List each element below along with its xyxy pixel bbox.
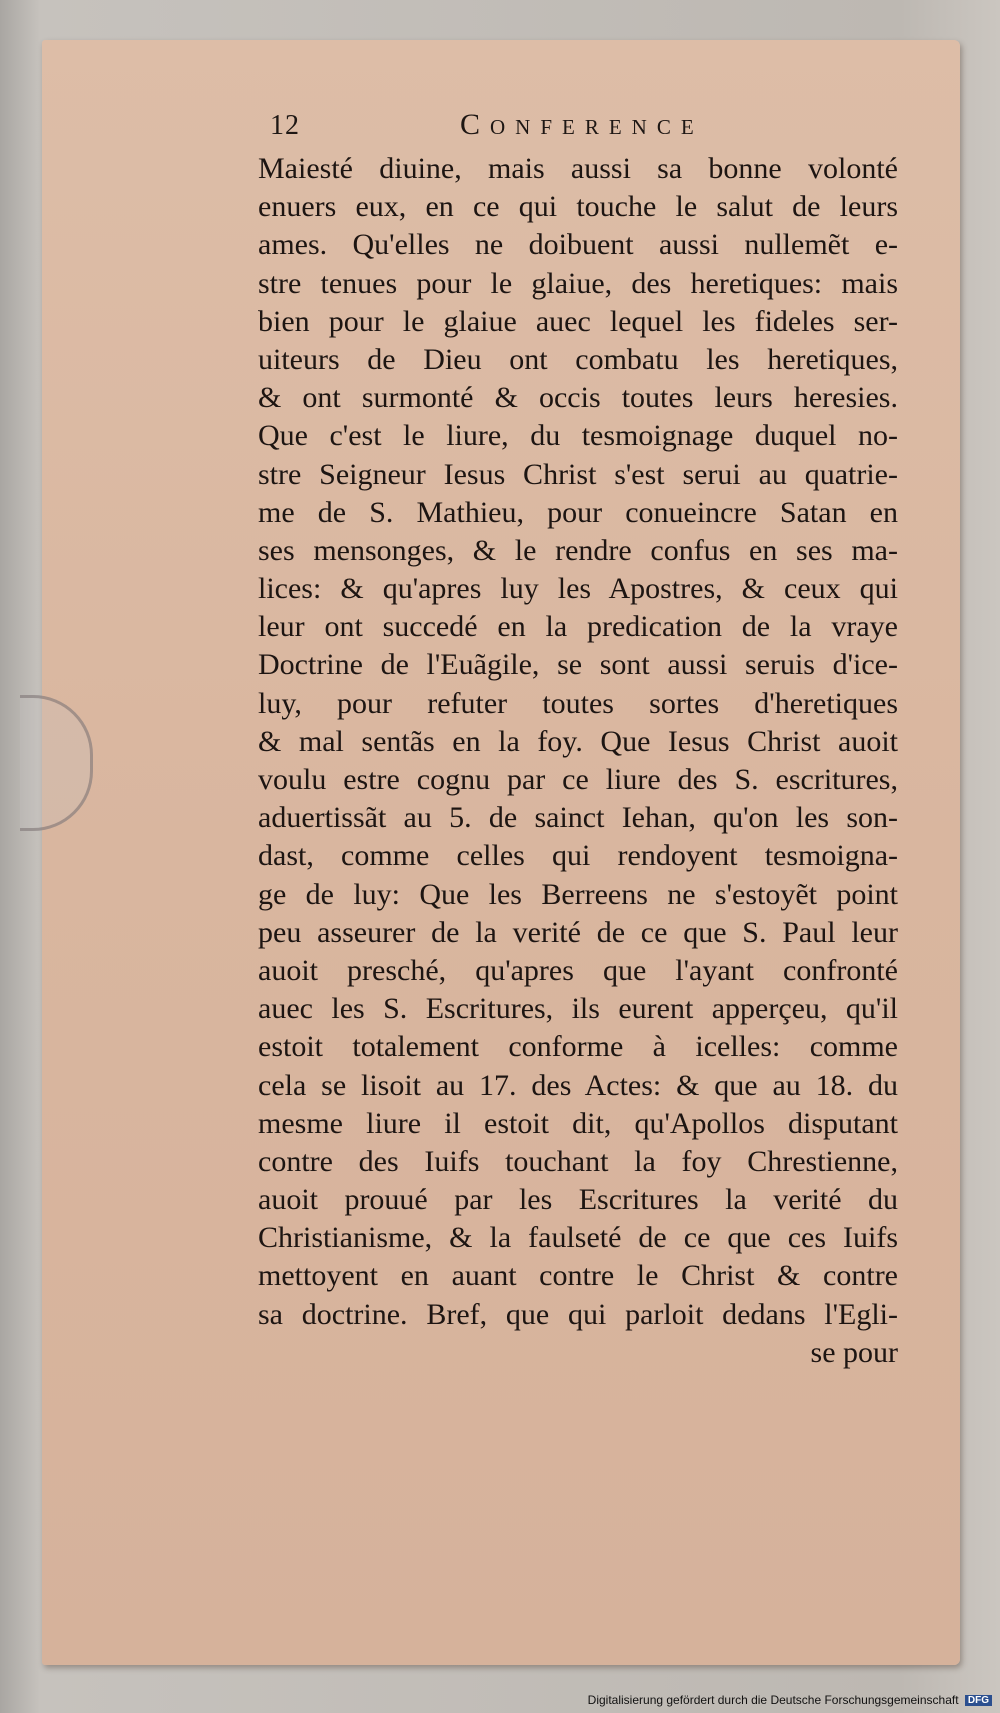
text-line: estoit totalement conforme à icelles: comme [258,1030,898,1064]
text-line: auoit presché, qu'apres que l'ayant confronté [258,953,898,987]
page-header [270,108,790,148]
text-line: me de S. Mathieu, pour conueincre Satan en [258,495,898,529]
text-line: Christianisme, & la faulseté de ce que ces Iuifs [258,1221,898,1255]
text-line: Que c'est le liure, du tesmoignage duquel no- [258,419,898,453]
text-line: aduertissãt au 5. de sainct Iehan, qu'on les son- [258,801,898,835]
text-line: auec les S. Escritures, ils eurent apperçeu, qu'il [258,992,898,1026]
body-text [258,150,898,1372]
text-line: voulu estre cognu par ce liure des S. escritures, [258,763,898,796]
text-line: stre Seigneur Iesus Christ s'est serui au quatrie- [258,457,898,491]
text-line: ge de luy: Que les Berreens ne s'estoyẽt point [258,877,898,911]
digitization-credit [588,1693,992,1707]
text-line: Maiesté diuine, mais aussi sa bonne volonté [258,152,898,185]
credit-text: Digitalisierung gefördert durch die Deutsche Forschungsgemeinschaft [587,1693,959,1707]
text-line: luy, pour refuter toutes sortes d'heretiques [258,686,898,720]
text-line: uiteurs de Dieu ont combatu les heretiques, [258,342,898,376]
text-line: contre des Iuifs touchant la foy Chrestienne, [258,1144,898,1178]
dfg-logo: DFG [965,1695,992,1706]
page-number: 12 [270,110,300,141]
text-line: leur ont succedé en la predication de la vraye [258,610,898,644]
text-line: & mal sentãs en la foy. Que Iesus Christ auoit [258,724,898,758]
text-line: stre tenues pour le glaiue, des heretiques: mais [258,266,898,300]
text-line: mesme liure il estoit dit, qu'Apollos disputant [258,1106,898,1140]
text-line: dast, comme celles qui rendoyent tesmoigna- [258,839,898,873]
text-line: sa doctrine. Bref, que qui parloit dedans l'Egli- [258,1297,898,1331]
catchword: se pour [810,1335,898,1369]
running-title: Conference [460,108,704,141]
text-line: bien pour le glaiue auec lequel les fideles ser- [258,304,898,338]
text-line: ses mensonges, & le rendre confus en ses ma- [258,533,898,567]
text-line: ames. Qu'elles ne doibuent aussi nullemẽt e- [258,228,898,262]
text-line: enuers eux, en ce qui touche le salut de leurs [258,190,898,224]
text-line: auoit prouué par les Escritures la verité du [258,1183,898,1217]
text-line: mettoyent en auant contre le Christ & contre [258,1259,898,1293]
text-line: cela se lisoit au 17. des Actes: & que au 18. du [258,1068,898,1102]
text-line: lices: & qu'apres luy les Apostres, & ceux qui [258,572,898,606]
text-line: Doctrine de l'Euãgile, se sont aussi seruis d'ice- [258,648,898,682]
text-line: & ont surmonté & occis toutes leurs heresies. [258,381,898,415]
text-line: peu asseurer de la verité de ce que S. Paul leur [258,915,898,949]
